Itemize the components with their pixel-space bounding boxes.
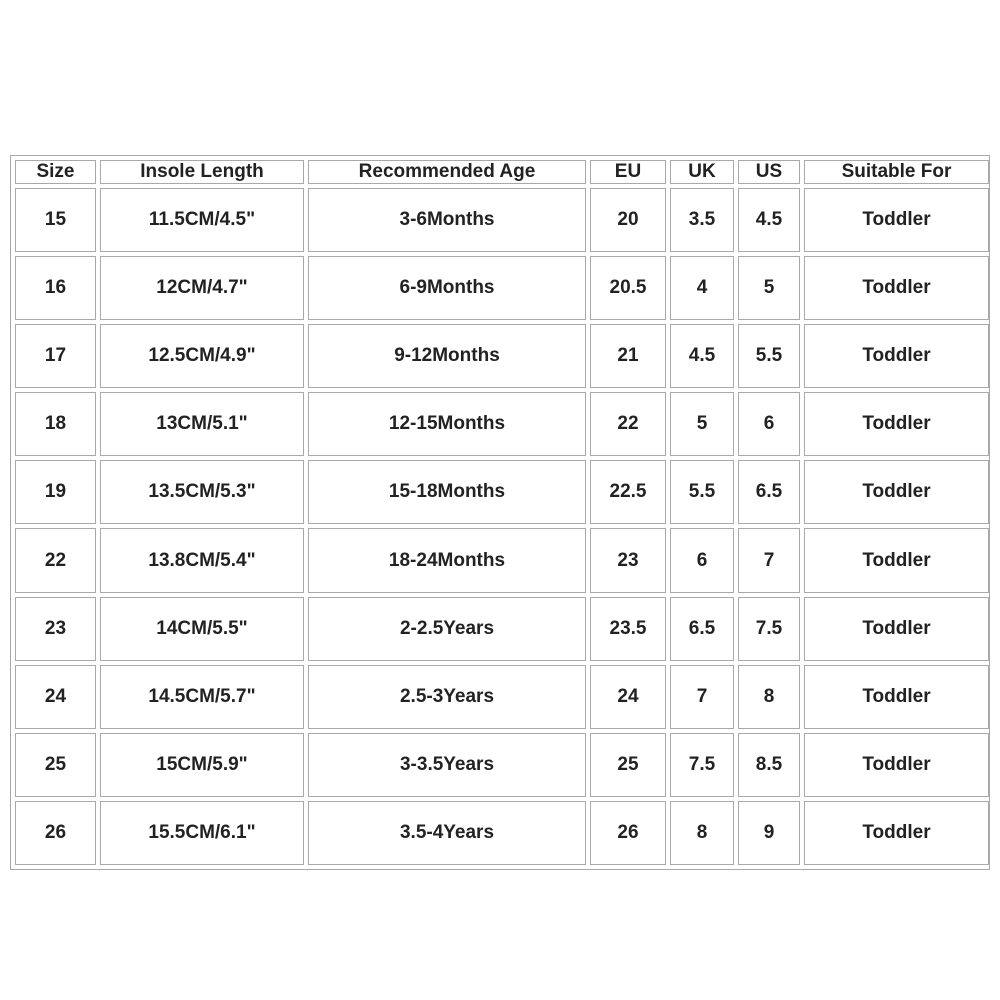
- table-row: [15, 597, 989, 661]
- cell-size: 23: [15, 597, 96, 661]
- cell-insole-length: 13.8CM/5.4": [100, 528, 304, 592]
- cell-recommended-age: 2-2.5Years: [308, 597, 586, 661]
- cell-uk: 4.5: [670, 324, 734, 388]
- cell-uk: 4: [670, 256, 734, 320]
- cell-insole-length: 11.5CM/4.5": [100, 188, 304, 252]
- cell-recommended-age: 3.5-4Years: [308, 801, 586, 865]
- cell-suitable-for: Toddler: [804, 528, 989, 592]
- cell-us: 5.5: [738, 324, 800, 388]
- table-row: [15, 392, 989, 456]
- cell-uk: 5: [670, 392, 734, 456]
- table-row: [15, 256, 989, 320]
- cell-uk: 6: [670, 528, 734, 592]
- cell-us: 7: [738, 528, 800, 592]
- table-row: [15, 801, 989, 865]
- header-us: US: [738, 160, 800, 184]
- cell-eu: 21: [590, 324, 666, 388]
- cell-uk: 7: [670, 665, 734, 729]
- cell-insole-length: 14CM/5.5": [100, 597, 304, 661]
- cell-uk: 8: [670, 801, 734, 865]
- cell-us: 5: [738, 256, 800, 320]
- cell-us: 9: [738, 801, 800, 865]
- header-row: [15, 160, 989, 184]
- cell-us: 7.5: [738, 597, 800, 661]
- cell-size: 25: [15, 733, 96, 797]
- header-insole-length: Insole Length: [100, 160, 304, 184]
- header-uk: UK: [670, 160, 734, 184]
- header-recommended-age: Recommended Age: [308, 160, 586, 184]
- cell-us: 6: [738, 392, 800, 456]
- cell-size: 22: [15, 528, 96, 592]
- cell-size: 19: [15, 460, 96, 524]
- cell-size: 17: [15, 324, 96, 388]
- cell-insole-length: 13.5CM/5.3": [100, 460, 304, 524]
- table-row: [15, 188, 989, 252]
- cell-eu: 22: [590, 392, 666, 456]
- table-row: [15, 324, 989, 388]
- cell-suitable-for: Toddler: [804, 665, 989, 729]
- header-size: Size: [15, 160, 96, 184]
- header-eu: EU: [590, 160, 666, 184]
- cell-recommended-age: 3-6Months: [308, 188, 586, 252]
- cell-eu: 20: [590, 188, 666, 252]
- cell-us: 6.5: [738, 460, 800, 524]
- cell-eu: 23.5: [590, 597, 666, 661]
- cell-uk: 6.5: [670, 597, 734, 661]
- cell-suitable-for: Toddler: [804, 188, 989, 252]
- cell-us: 8: [738, 665, 800, 729]
- cell-insole-length: 14.5CM/5.7": [100, 665, 304, 729]
- cell-size: 18: [15, 392, 96, 456]
- cell-eu: 24: [590, 665, 666, 729]
- cell-recommended-age: 18-24Months: [308, 528, 586, 592]
- cell-uk: 5.5: [670, 460, 734, 524]
- cell-eu: 22.5: [590, 460, 666, 524]
- cell-recommended-age: 3-3.5Years: [308, 733, 586, 797]
- cell-size: 16: [15, 256, 96, 320]
- cell-suitable-for: Toddler: [804, 733, 989, 797]
- cell-insole-length: 12.5CM/4.9": [100, 324, 304, 388]
- cell-recommended-age: 15-18Months: [308, 460, 586, 524]
- size-table: [11, 156, 993, 869]
- cell-suitable-for: Toddler: [804, 801, 989, 865]
- size-chart: [10, 155, 990, 870]
- header-suitable-for: Suitable For: [804, 160, 989, 184]
- cell-suitable-for: Toddler: [804, 392, 989, 456]
- cell-suitable-for: Toddler: [804, 460, 989, 524]
- cell-insole-length: 15.5CM/6.1": [100, 801, 304, 865]
- cell-eu: 26: [590, 801, 666, 865]
- cell-recommended-age: 6-9Months: [308, 256, 586, 320]
- table-row: [15, 528, 989, 592]
- cell-uk: 3.5: [670, 188, 734, 252]
- table-row: [15, 460, 989, 524]
- cell-insole-length: 12CM/4.7": [100, 256, 304, 320]
- cell-insole-length: 13CM/5.1": [100, 392, 304, 456]
- cell-recommended-age: 9-12Months: [308, 324, 586, 388]
- cell-us: 8.5: [738, 733, 800, 797]
- cell-recommended-age: 2.5-3Years: [308, 665, 586, 729]
- cell-suitable-for: Toddler: [804, 256, 989, 320]
- cell-uk: 7.5: [670, 733, 734, 797]
- table-row: [15, 665, 989, 729]
- cell-recommended-age: 12-15Months: [308, 392, 586, 456]
- cell-us: 4.5: [738, 188, 800, 252]
- table-row: [15, 733, 989, 797]
- cell-eu: 20.5: [590, 256, 666, 320]
- cell-suitable-for: Toddler: [804, 597, 989, 661]
- cell-suitable-for: Toddler: [804, 324, 989, 388]
- cell-eu: 25: [590, 733, 666, 797]
- cell-size: 15: [15, 188, 96, 252]
- cell-eu: 23: [590, 528, 666, 592]
- cell-size: 26: [15, 801, 96, 865]
- cell-insole-length: 15CM/5.9": [100, 733, 304, 797]
- cell-size: 24: [15, 665, 96, 729]
